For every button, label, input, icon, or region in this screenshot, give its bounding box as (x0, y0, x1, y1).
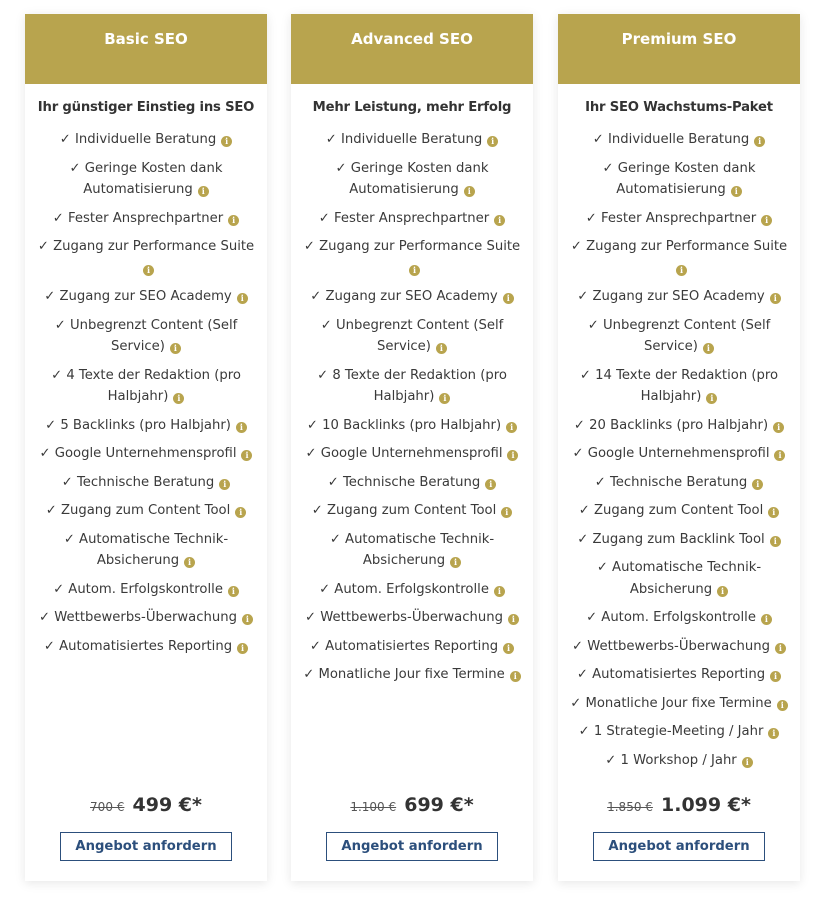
info-icon[interactable]: i (507, 450, 518, 461)
info-icon[interactable]: i (485, 479, 496, 490)
price-row (25, 794, 267, 816)
plan-card-advanced (291, 14, 533, 881)
info-icon[interactable]: i (494, 586, 505, 597)
feature-label: ✓ Individuelle Beratung (592, 132, 750, 147)
feature-item (33, 208, 259, 230)
plan-title: Basic SEO (104, 30, 188, 48)
info-icon[interactable]: i (501, 507, 512, 518)
info-icon[interactable]: i (754, 136, 765, 147)
info-icon[interactable]: i (439, 393, 450, 404)
plan-card-premium (558, 14, 800, 881)
feature-label: ✓ Zugang zur SEO Academy (310, 289, 498, 304)
feature-item (33, 315, 259, 358)
feature-label: ✓ Automatische Technik-Absicherung (329, 531, 495, 568)
plan-subtitle: Ihr SEO Wachstums-Paket (585, 100, 773, 115)
feature-item (566, 557, 792, 600)
info-icon[interactable]: i (221, 136, 232, 147)
plan-header (291, 14, 533, 84)
feature-item (33, 579, 259, 601)
feature-label: ✓ 20 Backlinks (pro Halbjahr) (573, 417, 769, 433)
info-icon[interactable]: i (752, 479, 763, 490)
feature-item (299, 365, 525, 408)
feature-item (299, 443, 525, 465)
feature-label: ✓ Zugang zum Content Tool (311, 503, 497, 518)
feature-label: ✓ 5 Backlinks (pro Halbjahr) (45, 417, 231, 433)
info-icon[interactable]: i (510, 671, 521, 682)
info-icon[interactable]: i (761, 215, 772, 226)
feature-item (566, 365, 792, 408)
request-offer-button[interactable]: Angebot anfordern (593, 832, 764, 861)
feature-item (566, 693, 792, 715)
feature-item (33, 500, 259, 522)
info-icon[interactable]: i (774, 450, 785, 461)
feature-label: ✓ Technische Beratung (327, 474, 481, 490)
request-offer-button[interactable]: Angebot anfordern (326, 832, 497, 861)
feature-item (566, 443, 792, 465)
feature-item (33, 415, 259, 437)
info-icon[interactable]: i (242, 614, 253, 625)
plan-subtitle: Mehr Leistung, mehr Erfolg (312, 100, 512, 115)
info-icon[interactable]: i (494, 215, 505, 226)
feature-label: ✓ Automatisiertes Reporting (43, 638, 233, 654)
feature-label: ✓ Google Unternehmensprofil (39, 446, 237, 461)
info-icon[interactable]: i (768, 507, 779, 518)
feature-label: ✓ Zugang zum Content Tool (45, 503, 231, 518)
feature-item (566, 500, 792, 522)
info-icon[interactable]: i (228, 586, 239, 597)
new-price: 699 €* (404, 794, 474, 816)
feature-item (566, 208, 792, 230)
feature-item (299, 607, 525, 629)
price-row (291, 794, 533, 816)
feature-label: ✓ Automatisiertes Reporting (576, 667, 766, 682)
old-price: 1.100 € (350, 800, 397, 814)
request-offer-button[interactable]: Angebot anfordern (60, 832, 231, 861)
info-icon[interactable]: i (236, 422, 247, 433)
feature-list (558, 129, 800, 771)
info-icon[interactable]: i (742, 757, 753, 768)
feature-item (566, 415, 792, 437)
feature-item (33, 286, 259, 308)
feature-label: ✓ 10 Backlinks (pro Halbjahr) (306, 417, 502, 433)
info-icon[interactable]: i (487, 136, 498, 147)
feature-item (299, 472, 525, 494)
info-icon[interactable]: i (770, 671, 781, 682)
info-icon[interactable]: i (464, 186, 475, 197)
feature-label: ✓ Monatliche Jour fixe Termine (570, 695, 772, 711)
feature-item (566, 607, 792, 629)
info-icon[interactable]: i (676, 265, 687, 276)
feature-label: ✓ Google Unternehmensprofil (305, 446, 503, 461)
feature-item (566, 529, 792, 551)
info-icon[interactable]: i (170, 343, 181, 354)
info-icon[interactable]: i (143, 265, 154, 276)
feature-label: ✓ Geringe Kosten dank Automatisierung (602, 160, 756, 197)
plan-title: Premium SEO (621, 30, 737, 48)
feature-item (33, 236, 259, 279)
info-icon[interactable]: i (219, 479, 230, 490)
info-icon[interactable]: i (717, 586, 728, 597)
feature-item (299, 236, 525, 279)
info-icon[interactable]: i (436, 343, 447, 354)
feature-label: ✓ Google Unternehmensprofil (572, 446, 770, 461)
feature-list (291, 129, 533, 686)
feature-label: ✓ Fester Ansprechpartner (318, 210, 490, 226)
feature-item (566, 236, 792, 279)
feature-item (299, 579, 525, 601)
info-icon[interactable]: i (731, 186, 742, 197)
feature-list (25, 129, 267, 657)
info-icon[interactable]: i (184, 557, 195, 568)
feature-label: ✓ 1 Strategie-Meeting / Jahr (578, 724, 764, 739)
feature-label: ✓ Automatische Technik-Absicherung (63, 531, 229, 568)
info-icon[interactable]: i (761, 614, 772, 625)
new-price: 1.099 €* (661, 794, 751, 816)
info-icon[interactable]: i (503, 643, 514, 654)
feature-label: ✓ Autom. Erfolgskontrolle (319, 581, 489, 597)
price-row (558, 794, 800, 816)
feature-label: ✓ Unbegrenzt Content (Self Service) (54, 317, 238, 354)
feature-item (299, 500, 525, 522)
feature-item (566, 664, 792, 686)
info-icon[interactable]: i (235, 507, 246, 518)
feature-label: ✓ Automatische Technik-Absicherung (596, 560, 762, 597)
info-icon[interactable]: i (237, 643, 248, 654)
feature-label: ✓ Individuelle Beratung (325, 132, 483, 147)
info-icon[interactable]: i (508, 614, 519, 625)
feature-item (33, 472, 259, 494)
info-icon[interactable]: i (450, 557, 461, 568)
feature-label: ✓ 1 Workshop / Jahr (605, 752, 737, 768)
feature-label: ✓ Monatliche Jour fixe Termine (303, 667, 505, 682)
info-icon[interactable]: i (506, 422, 517, 433)
info-icon[interactable]: i (775, 643, 786, 654)
feature-label: ✓ Zugang zum Content Tool (578, 503, 764, 518)
feature-item (566, 472, 792, 494)
feature-label: ✓ Wettbewerbs-Überwachung (39, 610, 237, 625)
feature-item (566, 158, 792, 201)
feature-label: ✓ 14 Texte der Redaktion (pro Halbjahr) (579, 367, 779, 404)
feature-item (299, 315, 525, 358)
feature-item (33, 158, 259, 201)
plan-subtitle: Ihr günstiger Einstieg ins SEO (37, 100, 255, 115)
feature-label: ✓ Unbegrenzt Content (Self Service) (320, 317, 504, 354)
info-icon[interactable]: i (198, 186, 209, 197)
feature-label: ✓ Autom. Erfolgskontrolle (586, 610, 756, 625)
feature-label: ✓ Automatisiertes Reporting (309, 638, 499, 654)
feature-item (299, 286, 525, 308)
info-icon[interactable]: i (241, 450, 252, 461)
info-icon[interactable]: i (773, 422, 784, 433)
feature-item (566, 286, 792, 308)
feature-item (299, 208, 525, 230)
feature-label: ✓ Geringe Kosten dank Automatisierung (335, 160, 489, 197)
info-icon[interactable]: i (409, 265, 420, 276)
info-icon[interactable]: i (770, 293, 781, 304)
info-icon[interactable]: i (228, 215, 239, 226)
feature-label: ✓ Zugang zur SEO Academy (577, 289, 765, 304)
new-price: 499 €* (132, 794, 202, 816)
feature-item (299, 415, 525, 437)
plan-header (558, 14, 800, 84)
feature-item (566, 636, 792, 658)
old-price: 700 € (90, 800, 125, 814)
feature-item (566, 315, 792, 358)
feature-item (299, 129, 525, 151)
old-price: 1.850 € (607, 800, 653, 814)
feature-item (33, 607, 259, 629)
feature-label: ✓ Technische Beratung (594, 474, 748, 490)
feature-label: ✓ Wettbewerbs-Überwachung (572, 638, 770, 654)
feature-label: ✓ 8 Texte der Redaktion (pro Halbjahr) (317, 367, 507, 404)
info-icon[interactable]: i (703, 343, 714, 354)
plan-title: Advanced SEO (351, 30, 473, 48)
plan-header (25, 14, 267, 84)
feature-item (299, 158, 525, 201)
plan-card-basic (25, 14, 267, 881)
feature-label: ✓ Technische Beratung (61, 474, 215, 490)
feature-label: ✓ Unbegrenzt Content (Self Service) (587, 317, 771, 354)
info-icon[interactable]: i (237, 293, 248, 304)
feature-item (566, 129, 792, 151)
feature-label: ✓ Zugang zur SEO Academy (44, 289, 232, 304)
feature-label: ✓ Autom. Erfolgskontrolle (53, 581, 223, 597)
feature-label: ✓ Individuelle Beratung (59, 132, 217, 147)
feature-label: ✓ Fester Ansprechpartner (585, 210, 757, 226)
feature-item (33, 636, 259, 658)
feature-item (566, 750, 792, 772)
feature-label: ✓ 4 Texte der Redaktion (pro Halbjahr) (51, 367, 241, 404)
feature-label: ✓ Zugang zur Performance Suite (37, 239, 255, 254)
feature-item (299, 664, 525, 686)
feature-item (566, 721, 792, 743)
info-icon[interactable]: i (503, 293, 514, 304)
info-icon[interactable]: i (777, 700, 788, 711)
feature-label: ✓ Zugang zum Backlink Tool (577, 531, 765, 547)
info-icon[interactable]: i (173, 393, 184, 404)
feature-item (33, 365, 259, 408)
info-icon[interactable]: i (770, 536, 781, 547)
feature-item (33, 129, 259, 151)
feature-label: ✓ Geringe Kosten dank Automatisierung (69, 160, 223, 197)
feature-item (33, 529, 259, 572)
feature-label: ✓ Fester Ansprechpartner (52, 210, 224, 226)
info-icon[interactable]: i (768, 728, 779, 739)
feature-item (33, 443, 259, 465)
feature-item (299, 636, 525, 658)
feature-label: ✓ Zugang zur Performance Suite (570, 239, 788, 254)
feature-label: ✓ Wettbewerbs-Überwachung (305, 610, 503, 625)
feature-item (299, 529, 525, 572)
feature-label: ✓ Zugang zur Performance Suite (303, 239, 521, 254)
info-icon[interactable]: i (706, 393, 717, 404)
